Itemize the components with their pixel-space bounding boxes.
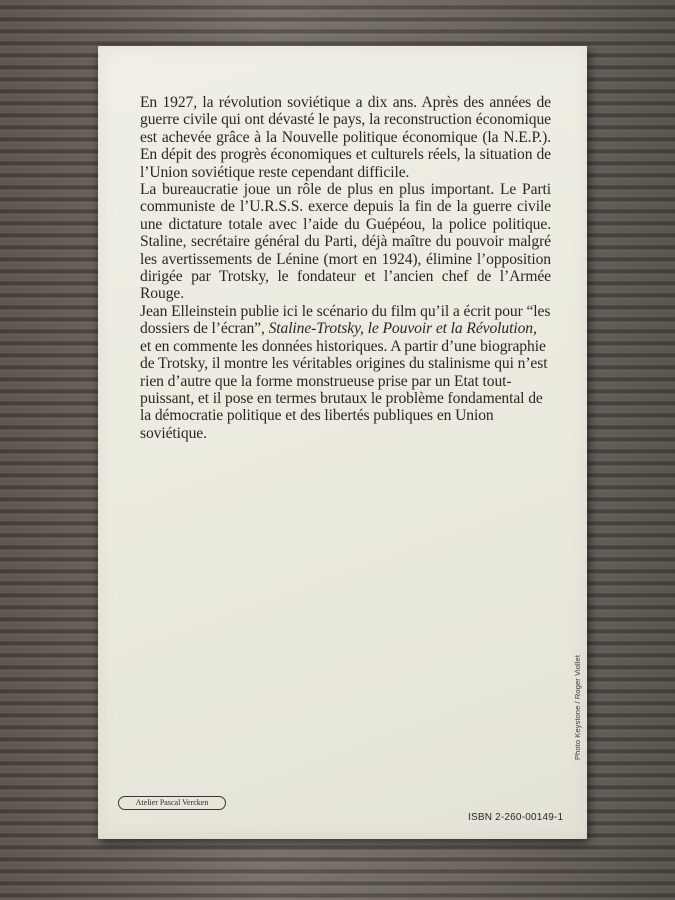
photo-credit: Photo Keystone / Roger Viollet [573, 654, 582, 760]
film-title: Staline-Trotsky, le Pouvoir et la Révolution, [268, 320, 537, 338]
blurb-p3-rest: et en commente les données historiques. A partir d’une biographie de Trotsky, il montre les véritables origines du stalinisme qui n’est rien d’autre que la forme monstrueuse prise par un Etat tout-puissant, et il pose en termes brutaux le problème fondamental de la démocratie politique et des libertés publiques en Union soviétique. [140, 337, 548, 442]
blurb-paragraph-3 [140, 303, 551, 442]
blurb-text [140, 94, 551, 442]
designer-credit: Atelier Pascal Vercken [118, 796, 226, 810]
blurb-p3-intro: Jean Elleinstein publie ici le scénario du film qu’il a écrit pour “les dossiers de l’écran”, [140, 302, 551, 338]
blurb-paragraph-1: En 1927, la révolution soviétique a dix ans. Après des années de guerre civile qui ont dévasté le pays, la reconstruction économique est achevée grâce à la Nouvelle politique économique (la N.E.P.). En dépit des progrès économiques et culturels réels, la situation de l’Union soviétique reste cependant difficile. [140, 94, 551, 181]
isbn-number: ISBN 2-260-00149-1 [468, 812, 564, 823]
blurb-paragraph-2: La bureaucratie joue un rôle de plus en plus important. Le Parti communiste de l’U.R.S.S. exerce depuis la fin de la guerre civile une dictature totale avec l’aide du Guépéou, la police politique. Staline, secrétaire général du Parti, déjà maître du pouvoir malgré les avertissements de Lénine (mort en 1924), élimine l’opposition dirigée par Trotsky, le fondateur et l’ancien chef de l’Armée Rouge. [140, 181, 551, 303]
